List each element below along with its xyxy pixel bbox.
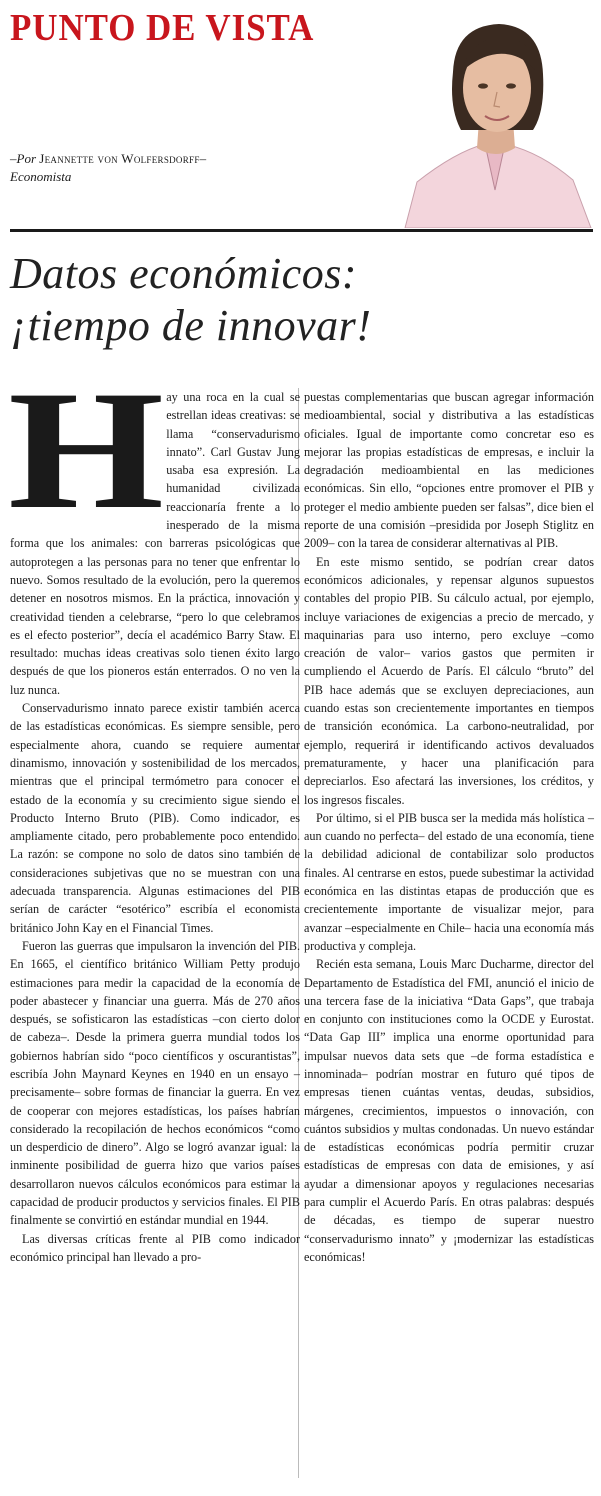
paragraph: Recién esta semana, Louis Marc Ducharme, director del Departamento de Estadística del FMI, anunció el inicio de una tercera fase de la iniciativa “Data Gaps”, que trabaja en conjunto con instituciones como la OCDE y Eurostat. “Data Gap III” implica una enorme oportunidad para impulsar nuevos data sets que –de forma estadística e innominada– podrían mostrar en futuro qué tipos de empresas tienen cuántas ventas, deudas, subsidios, márgenes, crecimientos, impuestos o innovación, con cuántos subsidios y multas condonadas. Un nuevo estándar de estadísticas económicas podría permitir cruzar estadísticas de empresas con data de emisiones, y así ayudar a dimensionar apoyos y regulaciones necesarias para cumplir el Acuerdo París. En otras palabras: después de décadas, es tiempo de superar nuestro “conservadurismo innato” y ¡modernizar las estadísticas económicas! [304, 957, 594, 1264]
drop-cap: H [8, 356, 165, 544]
paragraph: Por último, si el PIB busca ser la medida más holística –aun cuando no perfecta– del estado de una economía, tiene la debilidad adicional de contabilizar solo productos finales. Al centrarse en estos, puede subestimar la actividad económica en las distintas etapas de producción que es crecientemente importante de visualizar mejor, para avanzar –especialmente en Chile– hacia una economía más productiva y compleja. [304, 810, 594, 953]
byline-prefix: –Por [10, 151, 36, 166]
author-name: Jeannette von Wolfersdorff– [39, 151, 207, 166]
section-label: PUNTO DE VISTA [10, 7, 315, 49]
article-column-left [8, 356, 300, 1266]
paragraph: puestas complementarias que buscan agregar información medioambiental, social y distributiva a las estadísticas oficiales. Igual de importante como concretar eso es mejorar las propias estadísticas de empresas, e incluir la degradación medioambiental en las mediciones económicas. Sin ello, “opciones entre promover el PIB y proteger el medio ambiente pueden ser falsas”, dice bien el reporte de una comisión –presidida por Joseph Stiglitz en 2009– con la tarea de considerar alternativas al PIB. [304, 390, 594, 551]
author-portrait [395, 12, 595, 228]
paragraph: Fueron las guerras que impulsaron la invención del PIB. En 1665, el científico británico William Petty produjo estimaciones para medir la capacidad de la economía de poder abastecer y financiar una guerra. Más de 270 años después, se sofisticaron las estadísticas –con cierto dolor de cabeza–. Desde la primera guerra mundial todos los gobiernos habrían sido “poco científicos y oscurantistas”, escribía John Maynard Keynes en 1940 en un ensayo –precisamente– sobre formas de financiar la guerra. En vez de cooperar con mejores estadísticas, los países habrían considerado la recopilación de hechos económicos “como un desperdicio de dinero”. Algo se logró avanzar igual: la inminente posibilidad de guerra hizo que varios países desarrollaron nuevos cálculos económicos para estimar la capacidad de producir productos y servicios finales. El PIB finalmente se convirtió en estándar mundial en 1944. [10, 938, 300, 1228]
paragraph: Conservadurismo innato parece existir también acerca de las estadísticas económicas. Es siempre sensible, pero especialmente ahora, cuando se requiere aumentar dinamismo, innovación y sostenibilidad de los mercados, mientras que el principal termómetro para conocer el estado de la economía y su crecimiento sigue siendo el Producto Interno Bruto (PIB). Como indicador, es ampliamente citado, pero probablemente poco entendido. La razón: se compone no solo de datos sino también de consideraciones subjetivas que no se muestran con una adecuada transparencia. Algunas estimaciones del PIB serían de carácter “esotérico” escribía el economista británico John Kay en el Financial Times. [10, 701, 300, 935]
paragraph: Las diversas críticas frente al PIB como indicador económico principal han llevado a pro- [10, 1231, 300, 1264]
paragraph-text: ay una roca en la cual se estrellan ideas creativas: se llama “conservadurismo innato”. Carl Gustav Jung usaba esa expresión. La humanidad civilizada reaccionaría frente a lo inesperado de la misma forma que los animales: con barreras psicológicas que autoprotegen a las personas para no tener que enfrentar lo nuevo. Somos resultado de la evolución, pero la queremos detener en nosotros mismos. En la práctica, innovación y creatividad tienden a celebrarse, “pero lo que celebramos es el efecto posterior”, decía el académico Barry Staw. El resultado: muchas ideas creativas solo tienen éxito largo después de que los pioneros están enterrados. O no ven la luz nunca. [10, 390, 300, 697]
author-role: Economista [10, 169, 72, 184]
headline-line-2: ¡tiempo de innovar! [10, 301, 372, 350]
byline [10, 150, 206, 186]
headline-line-1: Datos económicos: [10, 249, 357, 298]
paragraph [8, 356, 300, 699]
paragraph: En este mismo sentido, se podrían crear datos económicos adicionales, y repensar algunos supuestos contables del propio PIB. Su cálculo actual, por ejemplo, incluye variaciones de exigencias a precio de mercado, y maquinarias para uso interno, pero excluye –como creación de valor– varios gastos que permiten ir cumpliendo el Acuerdo de París. El cálculo “bruto” del PIB hace además que se excluyen depreciaciones, aun cuando estas son crecientemente importantes en tiempos de transición económica. La carbono-neutralidad, por ejemplo, requerirá ir identificando activos devaluados prematuramente, y hacer una planificación para depreciarlos. Eso afectará las inversiones, los créditos, y los ingresos fiscales. [304, 554, 594, 807]
headline [10, 248, 595, 352]
article-column-right [304, 388, 594, 1266]
header-rule [10, 229, 593, 232]
